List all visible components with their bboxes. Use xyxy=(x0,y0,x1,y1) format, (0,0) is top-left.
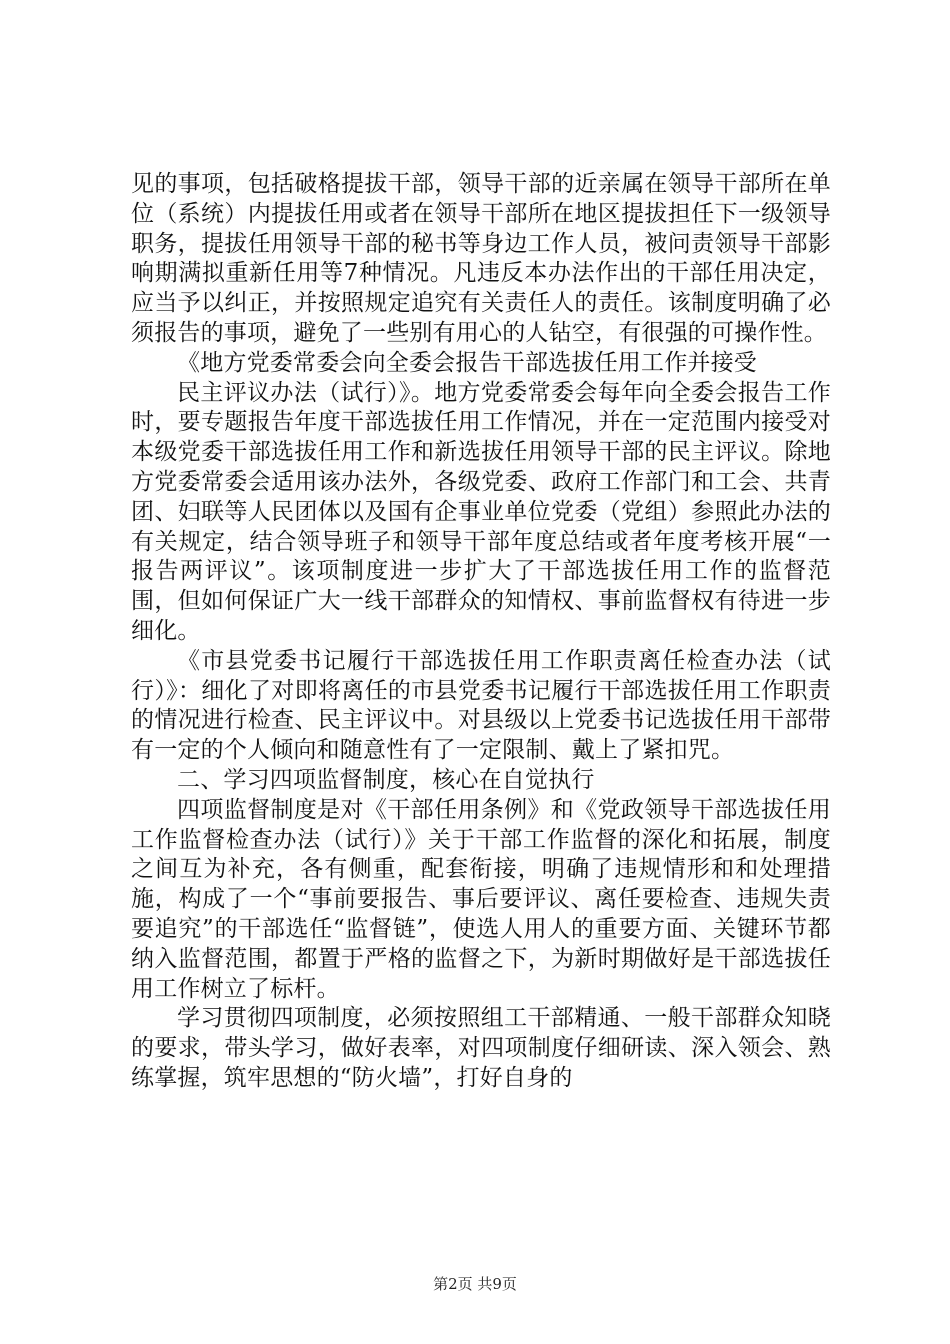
paragraph: 学习贯彻四项制度，必须按照组工干部精通、一般干部群众知晓的要求，带头学习，做好表率，对四项制度仔细研读、深入领会、熟练掌握，筑牢思想的“防火墙”，打好自身的 xyxy=(131,1005,831,1091)
paragraph: 《市县党委书记履行干部选拔任用工作职责离任检查办法（试行）》：细化了对即将离任的市县党委书记履行干部选拔任用工作职责的情况进行检查、民主评议中。对县级以上党委书记选拔任用干部带有一定的个人倾向和随意性有了一定限制、戴上了紧扣咒。 xyxy=(131,647,831,764)
paragraph: 民主评议办法（试行）》。地方党委常委会每年向全委会报告工作时，要专题报告年度干部选拔任用工作情况，并在一定范围内接受对本级党委干部选拔任用工作和新选拔任用领导干部的民主评议。除地方党委常委会适用该办法外，各级党委、政府工作部门和工会、共青团、妇联等人民团体以及国有企事业单位党委（党组）参照此办法的有关规定，结合领导班子和领导干部年度总结或者年度考核开展“一报告两评议”。该项制度进一步扩大了干部选拔任用工作的监督范围，但如何保证广大一线干部群众的知情权、事前监督权有待进一步细化。 xyxy=(131,379,831,644)
paragraph: 四项监督制度是对《干部任用条例》和《党政领导干部选拔任用工作监督检查办法（试行）》关于干部工作监督的深化和拓展，制度之间互为补充，各有侧重，配套衔接，明确了违规情形和和处理措施，构成了一个“事前要报告、事后要评议、离任要检查、违规失责要追究”的干部选任“监督链”，使选人用人的重要方面、关键环节都纳入监督范围，都置于严格的监督之下，为新时期做好是干部选拔任用工作树立了标杆。 xyxy=(131,796,831,1002)
section-heading: 二、学习四项监督制度，核心在自觉执行 xyxy=(177,766,595,793)
document-body xyxy=(131,170,831,1094)
paragraph-continuation: 见的事项，包括破格提拔干部，领导干部的近亲属在领导干部所在单位（系统）内提拔任用或者在领导干部所在地区提拔担任下一级领导职务，提拔任用领导干部的秘书等身边工作人员，被问责领导干部影响期满拟重新任用等7种情况。凡违反本办法作出的干部任用决定，应当予以纠正，并按照规定追究有关责任人的责任。该制度明确了必须报告的事项，避免了一些别有用心的人钻空，有很强的可操作性。 xyxy=(131,171,831,346)
page-number-footer: 第2页 共9页 xyxy=(433,1275,517,1293)
paragraph-title-line: 《地方党委常委会向全委会报告干部选拔任用工作并接受 xyxy=(177,349,757,376)
